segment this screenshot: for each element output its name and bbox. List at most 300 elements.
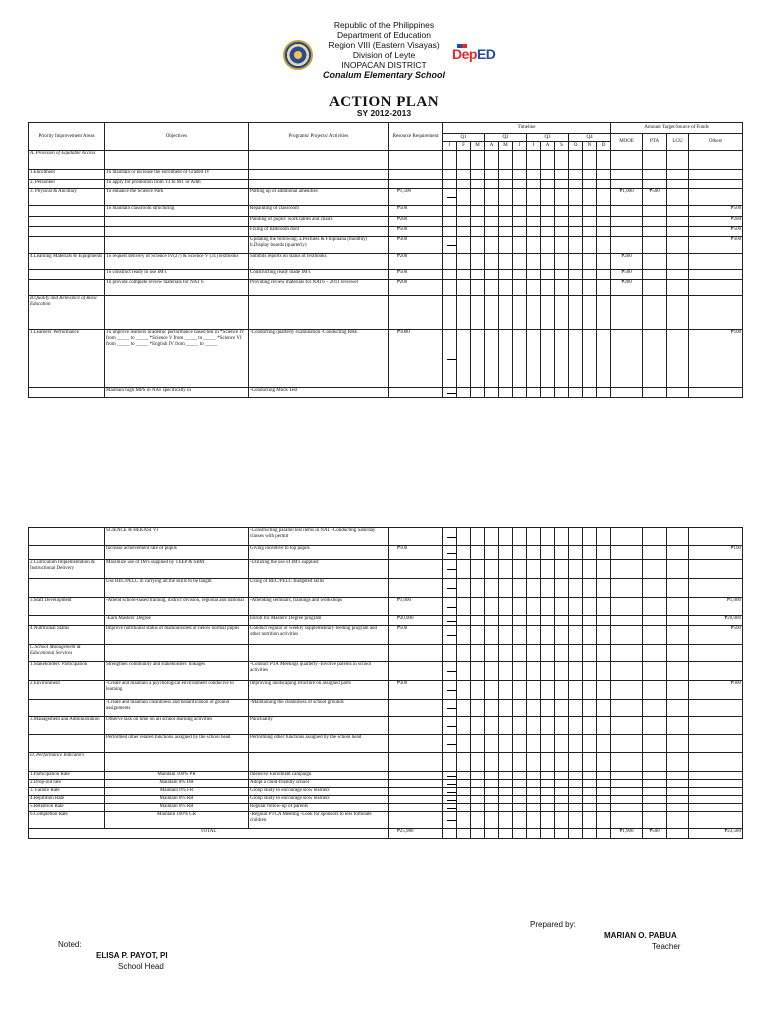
timeline-cell — [583, 206, 597, 217]
timeline-arrow — [447, 588, 457, 589]
resource-requirement: ₱500 — [389, 626, 443, 645]
resource-requirement: ₱1000 — [389, 330, 443, 388]
objective: To maintain classroom structuring — [105, 206, 249, 217]
fund-lgu-value — [667, 796, 689, 804]
month-header: J — [527, 142, 541, 151]
fund-lgu: LGU — [667, 134, 689, 151]
improvement-area — [29, 270, 105, 280]
program-activity: Providing review materials for NAT6 – 2011 reviewer — [249, 280, 389, 296]
fund-mooe-value — [611, 812, 643, 829]
timeline-cell — [527, 812, 541, 829]
resource-requirement — [389, 151, 443, 170]
fund-others-value — [689, 735, 743, 753]
timeline-cell — [485, 388, 499, 398]
timeline-cell — [597, 796, 611, 804]
fund-lgu-value — [667, 662, 689, 681]
fund-others-value: ₱500 — [689, 227, 743, 237]
timeline-cell — [457, 206, 471, 217]
timeline-cell — [555, 206, 569, 217]
fund-others-value — [689, 254, 743, 270]
fund-mooe-value — [611, 227, 643, 237]
fund-lgu-value — [667, 626, 689, 645]
timeline-cell — [583, 804, 597, 812]
timeline-cell — [597, 616, 611, 626]
resource-requirement — [389, 753, 443, 772]
timeline-cell — [443, 217, 457, 227]
timeline-cell — [485, 772, 499, 780]
improvement-area — [29, 217, 105, 227]
timeline-cell — [597, 681, 611, 700]
timeline-cell — [583, 753, 597, 772]
timeline-cell — [513, 151, 527, 170]
resource-requirement — [389, 296, 443, 330]
timeline-cell — [583, 270, 597, 280]
fund-others-value — [689, 388, 743, 398]
resource-requirement — [389, 788, 443, 796]
fund-lgu-value — [667, 804, 689, 812]
fund-others-value — [689, 780, 743, 788]
timeline-cell — [471, 270, 485, 280]
fund-lgu-value — [667, 616, 689, 626]
fund-lgu-value — [667, 579, 689, 598]
timeline-cell — [443, 528, 457, 546]
program-activity: Constructing ready made IM's — [249, 270, 389, 280]
timeline-cell — [457, 645, 471, 662]
timeline-cell — [555, 829, 569, 839]
timeline-cell — [457, 151, 471, 170]
improvement-area: D. Performance Indicators — [29, 753, 105, 772]
table-row — [29, 812, 743, 829]
timeline-cell — [555, 296, 569, 330]
timeline-cell — [555, 170, 569, 180]
program-activity — [249, 296, 389, 330]
timeline-cell — [485, 812, 499, 829]
table-row — [29, 330, 743, 388]
timeline-cell — [569, 296, 583, 330]
timeline-cell — [527, 579, 541, 598]
timeline-cell — [541, 217, 555, 227]
timeline-cell — [513, 296, 527, 330]
timeline-cell — [527, 662, 541, 681]
table-row — [29, 189, 743, 206]
timeline-cell — [485, 280, 499, 296]
timeline-cell — [443, 560, 457, 579]
fund-mooe-value — [611, 388, 643, 398]
table-row — [29, 616, 743, 626]
timeline-cell — [471, 753, 485, 772]
fund-pta-value — [643, 753, 667, 772]
timeline-cell — [485, 296, 499, 330]
timeline-cell — [513, 700, 527, 717]
improvement-area: 1.Participation Rate — [29, 772, 105, 780]
quarter-q1: Q1 — [443, 134, 485, 142]
timeline-cell — [555, 280, 569, 296]
timeline-cell — [513, 717, 527, 735]
timeline-cell — [485, 227, 499, 237]
fund-mooe-value — [611, 626, 643, 645]
timeline-cell — [569, 227, 583, 237]
noter-name: ELISA P. PAYOT, PI — [96, 951, 168, 960]
timeline-cell — [513, 662, 527, 681]
timeline-cell — [555, 217, 569, 227]
timeline-cell — [443, 280, 457, 296]
timeline-cell — [555, 772, 569, 780]
fund-pta-value — [643, 151, 667, 170]
timeline-cell — [485, 753, 499, 772]
timeline-cell — [527, 772, 541, 780]
total-others: ₱23,580 — [689, 829, 743, 839]
timeline-arrow — [447, 776, 457, 777]
objective — [105, 645, 249, 662]
timeline-cell — [499, 254, 513, 270]
program-activity: Enroll for Masters' Degree program — [249, 616, 389, 626]
timeline-cell — [569, 270, 583, 280]
resource-requirement — [389, 388, 443, 398]
timeline-cell — [499, 812, 513, 829]
timeline-cell — [457, 237, 471, 254]
objective: Use BEC/PELC in carrying all the skills to be taught — [105, 579, 249, 598]
timeline-cell — [555, 717, 569, 735]
timeline-cell — [569, 829, 583, 839]
timeline-cell — [569, 796, 583, 804]
program-activity — [249, 753, 389, 772]
timeline-cell — [541, 804, 555, 812]
fund-mooe-value — [611, 151, 643, 170]
timeline-cell — [471, 180, 485, 189]
improvement-area — [29, 579, 105, 598]
resource-requirement — [389, 662, 443, 681]
timeline-cell — [569, 753, 583, 772]
timeline-cell — [583, 812, 597, 829]
fund-lgu-value — [667, 812, 689, 829]
timeline-cell — [471, 804, 485, 812]
timeline-cell — [583, 296, 597, 330]
table-row — [29, 180, 743, 189]
timeline-cell — [569, 151, 583, 170]
resource-requirement — [389, 804, 443, 812]
timeline-arrow — [447, 359, 457, 360]
timeline-cell — [485, 717, 499, 735]
timeline-cell — [555, 528, 569, 546]
timeline-cell — [597, 598, 611, 616]
timeline-cell — [471, 662, 485, 681]
timeline-cell — [583, 796, 597, 804]
timeline-cell — [513, 579, 527, 598]
timeline-cell — [527, 626, 541, 645]
timeline-cell — [485, 189, 499, 206]
fund-mooe-value: ₱1,000 — [611, 189, 643, 206]
fund-others: Others — [689, 134, 743, 151]
month-header: M — [471, 142, 485, 151]
timeline-cell — [499, 560, 513, 579]
fund-lgu-value — [667, 237, 689, 254]
timeline-cell — [485, 151, 499, 170]
timeline-cell — [499, 780, 513, 788]
timeline-cell — [583, 717, 597, 735]
timeline-cell — [499, 546, 513, 560]
fund-others-value — [689, 270, 743, 280]
table-row — [29, 772, 743, 780]
table-row — [29, 662, 743, 681]
timeline-cell — [471, 772, 485, 780]
timeline-cell — [597, 237, 611, 254]
improvement-area — [29, 700, 105, 717]
timeline-cell — [597, 579, 611, 598]
objective: Performed other related functions assigned by the school head — [105, 735, 249, 753]
fund-pta-value — [643, 717, 667, 735]
fund-lgu-value — [667, 330, 689, 388]
fund-lgu-value — [667, 780, 689, 788]
department-line: Department of Education — [336, 30, 432, 40]
table-row — [29, 227, 743, 237]
timeline-cell — [513, 330, 527, 388]
fund-pta-value — [643, 217, 667, 227]
timeline-cell — [457, 388, 471, 398]
timeline-cell — [485, 780, 499, 788]
objective — [105, 227, 249, 237]
timeline-cell — [443, 296, 457, 330]
table-row — [29, 560, 743, 579]
fund-pta-value — [643, 812, 667, 829]
table-row — [29, 579, 743, 598]
table-row — [29, 388, 743, 398]
timeline-cell — [597, 804, 611, 812]
timeline-cell — [555, 788, 569, 796]
quarter-q3: Q3 — [527, 134, 569, 142]
timeline-cell — [569, 804, 583, 812]
timeline-cell — [597, 151, 611, 170]
fund-mooe-value — [611, 616, 643, 626]
fund-pta-value — [643, 254, 667, 270]
table-row — [29, 626, 743, 645]
timeline-cell — [485, 170, 499, 180]
objective: Increase achievement rate of pupils — [105, 546, 249, 560]
action-plan-table-2 — [28, 527, 743, 839]
timeline-cell — [583, 254, 597, 270]
timeline-cell — [443, 717, 457, 735]
school-name: Conalum Elementary School — [322, 70, 446, 80]
timeline-cell — [471, 227, 485, 237]
fund-mooe-value: ₱200 — [611, 280, 643, 296]
timeline-cell — [499, 772, 513, 780]
region-line: Region VIII (Eastern Visayas) — [328, 40, 440, 50]
total-lgu — [667, 829, 689, 839]
timeline-cell — [485, 579, 499, 598]
fund-others-value — [689, 180, 743, 189]
timeline-cell — [499, 796, 513, 804]
program-activity: Giving incentive to top pupils — [249, 546, 389, 560]
timeline-cell — [443, 189, 457, 206]
table-row — [29, 296, 743, 330]
timeline-cell — [443, 388, 457, 398]
timeline-cell — [485, 206, 499, 217]
table-row — [29, 206, 743, 217]
fund-pta-value — [643, 579, 667, 598]
timeline-cell — [457, 296, 471, 330]
resource-requirement: ₱20,000 — [389, 616, 443, 626]
timeline-cell — [583, 579, 597, 598]
timeline-cell — [569, 788, 583, 796]
resource-requirement — [389, 528, 443, 546]
timeline-cell — [471, 735, 485, 753]
timeline-cell — [457, 772, 471, 780]
timeline-cell — [499, 237, 513, 254]
timeline-cell — [443, 151, 457, 170]
resource-requirement — [389, 717, 443, 735]
timeline-cell — [541, 330, 555, 388]
timeline-cell — [597, 645, 611, 662]
timeline-cell — [597, 528, 611, 546]
timeline-cell — [499, 388, 513, 398]
timeline-cell — [513, 626, 527, 645]
program-activity: -Constructing parallel test items in NAT -Conducting Saturday classes with permit — [249, 528, 389, 546]
timeline-cell — [499, 206, 513, 217]
month-header: D — [597, 142, 611, 151]
resource-requirement — [389, 796, 443, 804]
fund-lgu-value — [667, 717, 689, 735]
timeline-cell — [485, 528, 499, 546]
timeline-cell — [583, 546, 597, 560]
fund-lgu-value — [667, 528, 689, 546]
fund-lgu-value — [667, 217, 689, 227]
resource-requirement: ₱1,500 — [389, 189, 443, 206]
fund-others-value — [689, 296, 743, 330]
fund-pta-value — [643, 735, 667, 753]
timeline-cell — [541, 788, 555, 796]
improvement-area: 1.Stakeholders' Participation — [29, 662, 105, 681]
timeline-cell — [471, 237, 485, 254]
timeline-cell — [443, 330, 457, 388]
timeline-cell — [555, 254, 569, 270]
fund-pta-value — [643, 780, 667, 788]
fund-lgu-value — [667, 700, 689, 717]
fund-pta-value — [643, 388, 667, 398]
timeline-cell — [527, 296, 541, 330]
fund-lgu-value — [667, 227, 689, 237]
timeline-cell — [457, 598, 471, 616]
fund-others-value — [689, 717, 743, 735]
fund-lgu-value — [667, 560, 689, 579]
resource-requirement — [389, 180, 443, 189]
timeline-cell — [471, 330, 485, 388]
timeline-cell — [499, 626, 513, 645]
timeline-cell — [583, 616, 597, 626]
timeline-cell — [527, 829, 541, 839]
timeline-cell — [555, 189, 569, 206]
timeline-cell — [541, 735, 555, 753]
timeline-cell — [443, 270, 457, 280]
fund-others-value: ₱300 — [689, 681, 743, 700]
improvement-area: 6.Completion Rate — [29, 812, 105, 829]
timeline-arrow — [447, 744, 457, 745]
school-year: SY 2012-2013 — [356, 108, 412, 118]
objective: To construct ready to use IM's — [105, 270, 249, 280]
timeline-cell — [583, 662, 597, 681]
timeline-cell — [443, 237, 457, 254]
improvement-area — [29, 388, 105, 398]
letterhead — [0, 20, 768, 80]
timeline-cell — [471, 170, 485, 180]
timeline-cell — [499, 296, 513, 330]
timeline-cell — [471, 598, 485, 616]
objective: To provide complete review materials for NAT 6 — [105, 280, 249, 296]
timeline-cell — [597, 546, 611, 560]
timeline-cell — [555, 237, 569, 254]
timeline-cell — [597, 700, 611, 717]
timeline-cell — [527, 388, 541, 398]
timeline-cell — [597, 296, 611, 330]
preparer-name: MARIAN O. PABUA — [604, 931, 677, 940]
improvement-area: 1.Learners' Performance — [29, 330, 105, 388]
timeline-cell — [597, 717, 611, 735]
fund-others-value — [689, 170, 743, 180]
fund-mooe-value — [611, 528, 643, 546]
timeline-cell — [485, 560, 499, 579]
timeline-arrow — [447, 784, 457, 785]
fund-others-value: ₱100 — [689, 330, 743, 388]
timeline-arrow — [447, 569, 457, 570]
timeline-cell — [513, 753, 527, 772]
fund-mooe-value — [611, 717, 643, 735]
district-line: INOPACAN DISTRICT — [341, 60, 427, 70]
timeline-cell — [541, 700, 555, 717]
fund-mooe-value — [611, 796, 643, 804]
timeline-cell — [569, 280, 583, 296]
objective: Maintain 0% FR — [105, 788, 249, 796]
table-row — [29, 598, 743, 616]
fund-pta-value — [643, 616, 667, 626]
timeline-cell — [513, 598, 527, 616]
fund-pta-value — [643, 237, 667, 254]
objective: Maintain high MPS in NAT specifically in — [105, 388, 249, 398]
timeline-cell — [471, 616, 485, 626]
program-activity — [249, 151, 389, 170]
fund-others-value: ₱500 — [689, 206, 743, 217]
timeline-cell — [457, 579, 471, 598]
improvement-area: 4.Learning Materials & Equipments — [29, 254, 105, 270]
timeline-cell — [471, 645, 485, 662]
timeline-cell — [597, 170, 611, 180]
fund-pta-value — [643, 772, 667, 780]
timeline-cell — [583, 189, 597, 206]
timeline-cell — [555, 598, 569, 616]
timeline-cell — [457, 753, 471, 772]
fund-pta-value — [643, 227, 667, 237]
resource-requirement: ₱300 — [389, 237, 443, 254]
total-row — [29, 829, 743, 839]
timeline-cell — [527, 796, 541, 804]
timeline-cell — [471, 560, 485, 579]
month-header: M — [499, 142, 513, 151]
timeline-cell — [513, 560, 527, 579]
fund-lgu-value — [667, 151, 689, 170]
improvement-area: 3. Physical & Ancillary — [29, 189, 105, 206]
timeline-arrow — [447, 621, 457, 622]
fund-pta-value — [643, 788, 667, 796]
timeline-cell — [555, 151, 569, 170]
table-row — [29, 237, 743, 254]
timeline-cell — [555, 662, 569, 681]
timeline-cell — [541, 812, 555, 829]
timeline-cell — [499, 270, 513, 280]
timeline-cell — [597, 270, 611, 280]
col-funds-header: Amount Target/Source of Funds — [611, 123, 743, 134]
month-header: A — [485, 142, 499, 151]
objective: To apply for promotion from T3 to MT or Adm — [105, 180, 249, 189]
timeline-cell — [471, 254, 485, 270]
fund-pta-value — [643, 598, 667, 616]
timeline-cell — [541, 296, 555, 330]
